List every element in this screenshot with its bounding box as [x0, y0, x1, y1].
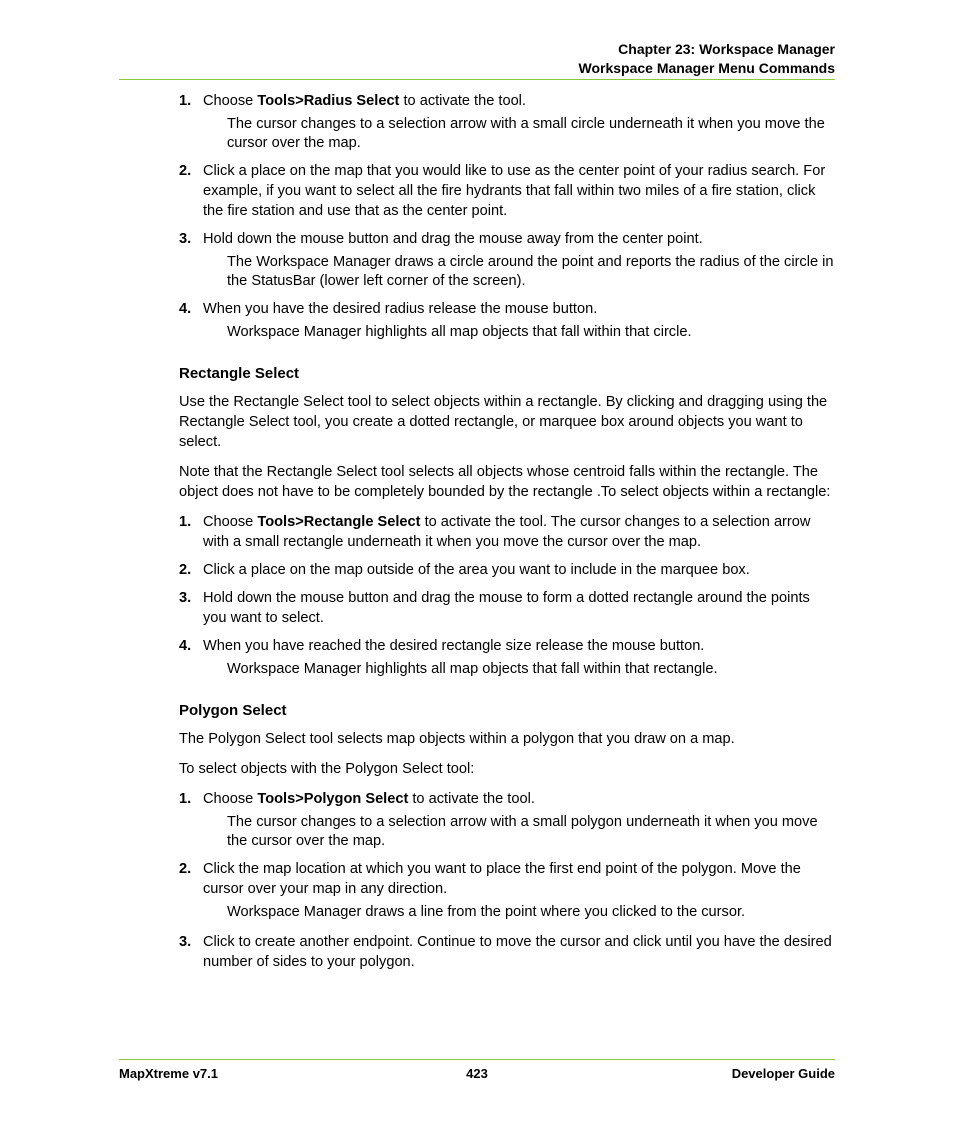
- product-name: MapXtreme v7.1: [119, 1066, 218, 1081]
- step-text: to activate the tool.: [399, 93, 526, 109]
- header-rule: [119, 79, 835, 80]
- step-text: to activate the tool.: [408, 791, 535, 807]
- step-number: 2.: [179, 861, 192, 877]
- step-number: 3.: [179, 231, 192, 247]
- radius-step-2: [179, 161, 835, 221]
- step-number: 1.: [179, 791, 192, 807]
- page-number: 423: [466, 1066, 488, 1081]
- chapter-title: Chapter 23: Workspace Manager: [618, 41, 835, 57]
- step-number: 4.: [179, 638, 192, 654]
- step-number: 2.: [179, 163, 192, 179]
- rectangle-intro: Use the Rectangle Select tool to select objects within a rectangle. By clicking and dragging using the Rectangle Select tool, you create a dotted rectangle, or marquee box around objects you want to select.: [179, 394, 828, 450]
- polygon-step-2-note: Workspace Manager draws a line from the point where you clicked to the cursor.: [227, 904, 746, 920]
- radius-step-3: [179, 229, 835, 249]
- menu-command: Tools>Radius Select: [257, 93, 400, 109]
- step-text: Click to create another endpoint. Continue to move the cursor and click until you have the desired number of sides to your polygon.: [203, 934, 832, 970]
- polygon-step-1-note: The cursor changes to a selection arrow with a small polygon underneath it when you move the cursor over the map.: [227, 814, 818, 849]
- polygon-intro: The Polygon Select tool selects map objects within a polygon that you draw on a map.: [179, 731, 735, 747]
- rectangle-step-4-note: Workspace Manager highlights all map objects that fall within that rectangle.: [227, 661, 718, 677]
- page-header: [579, 40, 835, 78]
- step-text: Click a place on the map that you would like to use as the center point of your radius search. For example, if you want to select all the fire hydrants that fall within two miles of a fire station, click the fire station and use that as the center point.: [203, 163, 826, 219]
- menu-command: Tools>Rectangle Select: [257, 514, 421, 530]
- step-text: When you have reached the desired rectangle size release the mouse button.: [203, 638, 705, 654]
- rectangle-step-4: [179, 636, 835, 656]
- step-text: Click the map location at which you want to place the first end point of the polygon. Move the cursor over your map in any direction.: [203, 861, 801, 897]
- menu-command: Tools>Polygon Select: [257, 791, 409, 807]
- step-number: 3.: [179, 590, 192, 606]
- step-text: to activate the tool. The cursor changes to a selection arrow with a small rectangle underneath it when you move the cursor over the map.: [203, 514, 811, 550]
- step-number: 4.: [179, 301, 192, 317]
- polygon-step-3: [179, 932, 835, 972]
- radius-step-3-note: The Workspace Manager draws a circle around the point and reports the radius of the circle in the StatusBar (lower left corner of the screen).: [227, 254, 834, 289]
- step-text: Hold down the mouse button and drag the mouse to form a dotted rectangle around the points you want to select.: [203, 590, 810, 626]
- rectangle-note: Note that the Rectangle Select tool selects all objects whose centroid falls within the rectangle. The object does not have to be completely bounded by the rectangle .To select objects within a rectangle:: [179, 464, 831, 500]
- step-text: Choose: [203, 93, 258, 109]
- step-number: 3.: [179, 934, 192, 950]
- rectangle-step-2: [179, 560, 835, 580]
- step-number: 2.: [179, 562, 192, 578]
- step-text: Click a place on the map outside of the area you want to include in the marquee box.: [203, 562, 750, 578]
- radius-step-4: [179, 299, 835, 319]
- polygon-select-heading: Polygon Select: [179, 702, 287, 719]
- step-number: 1.: [179, 514, 192, 530]
- radius-step-1: [179, 91, 835, 111]
- polygon-lead-in: To select objects with the Polygon Select tool:: [179, 761, 475, 777]
- step-text: Choose: [203, 791, 258, 807]
- polygon-step-1: [179, 789, 835, 809]
- rectangle-select-heading: Rectangle Select: [179, 365, 300, 382]
- page-content: [179, 91, 835, 980]
- step-number: 1.: [179, 93, 192, 109]
- radius-step-4-note: Workspace Manager highlights all map objects that fall within that circle.: [227, 324, 692, 340]
- step-text: Choose: [203, 514, 258, 530]
- footer-rule: [119, 1059, 835, 1060]
- radius-step-1-note: The cursor changes to a selection arrow with a small circle underneath it when you move the cursor over the map.: [227, 116, 825, 151]
- step-text: When you have the desired radius release the mouse button.: [203, 301, 598, 317]
- section-title: Workspace Manager Menu Commands: [578, 60, 835, 76]
- rectangle-step-1: [179, 512, 835, 552]
- polygon-step-2: [179, 859, 835, 899]
- guide-name: Developer Guide: [731, 1066, 835, 1081]
- step-text: Hold down the mouse button and drag the mouse away from the center point.: [203, 231, 703, 247]
- rectangle-step-3: [179, 588, 835, 628]
